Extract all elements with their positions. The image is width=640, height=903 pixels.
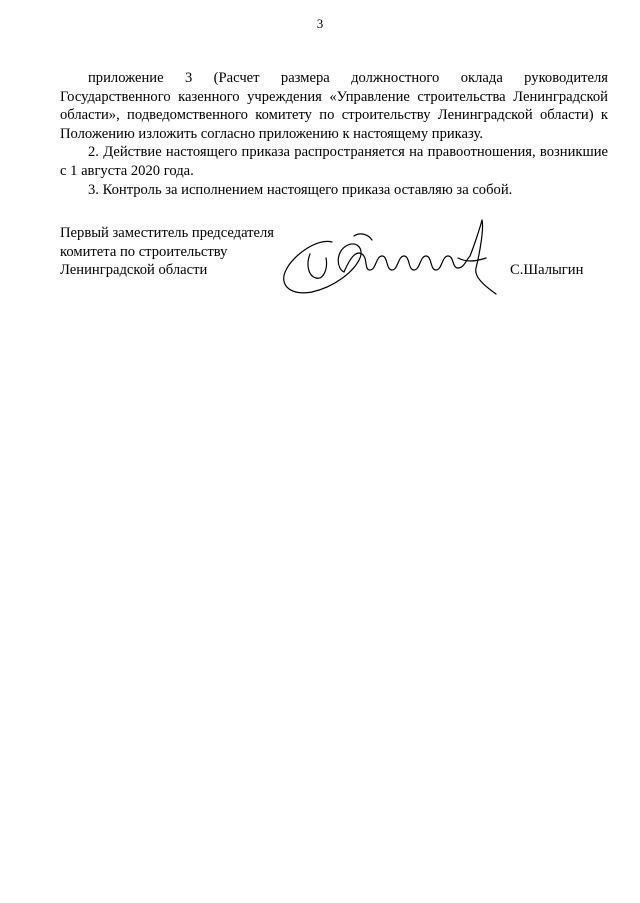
paragraph-appendix-3: приложение 3 (Расчет размера должностного оклада руководителя Государственного казенного учреждения «Управление строительства Ленинградской области», подведомственного комитету по строительству Ленинградской области) к Положению изложить согласно приложению к настоящему приказу. [60,70,608,142]
position-line-1: Первый заместитель председателя [60,225,275,241]
position-line-2: комитета по строительству [60,243,228,260]
paragraph-effective-date: 2. Действие настоящего приказа распространяется на правоотношения, возникшие с 1 августа 2020 года. [60,144,608,179]
signer-name: С.Шалыгин [510,262,584,278]
handwritten-signature [270,212,510,302]
position-line-3: Ленинградской области [60,262,208,279]
page-number: 3 [316,16,324,31]
signatory-position [60,224,274,280]
document-body [60,69,608,199]
paragraph-control: 3. Контроль за исполнением настоящего приказа оставляю за собой. [88,181,513,198]
